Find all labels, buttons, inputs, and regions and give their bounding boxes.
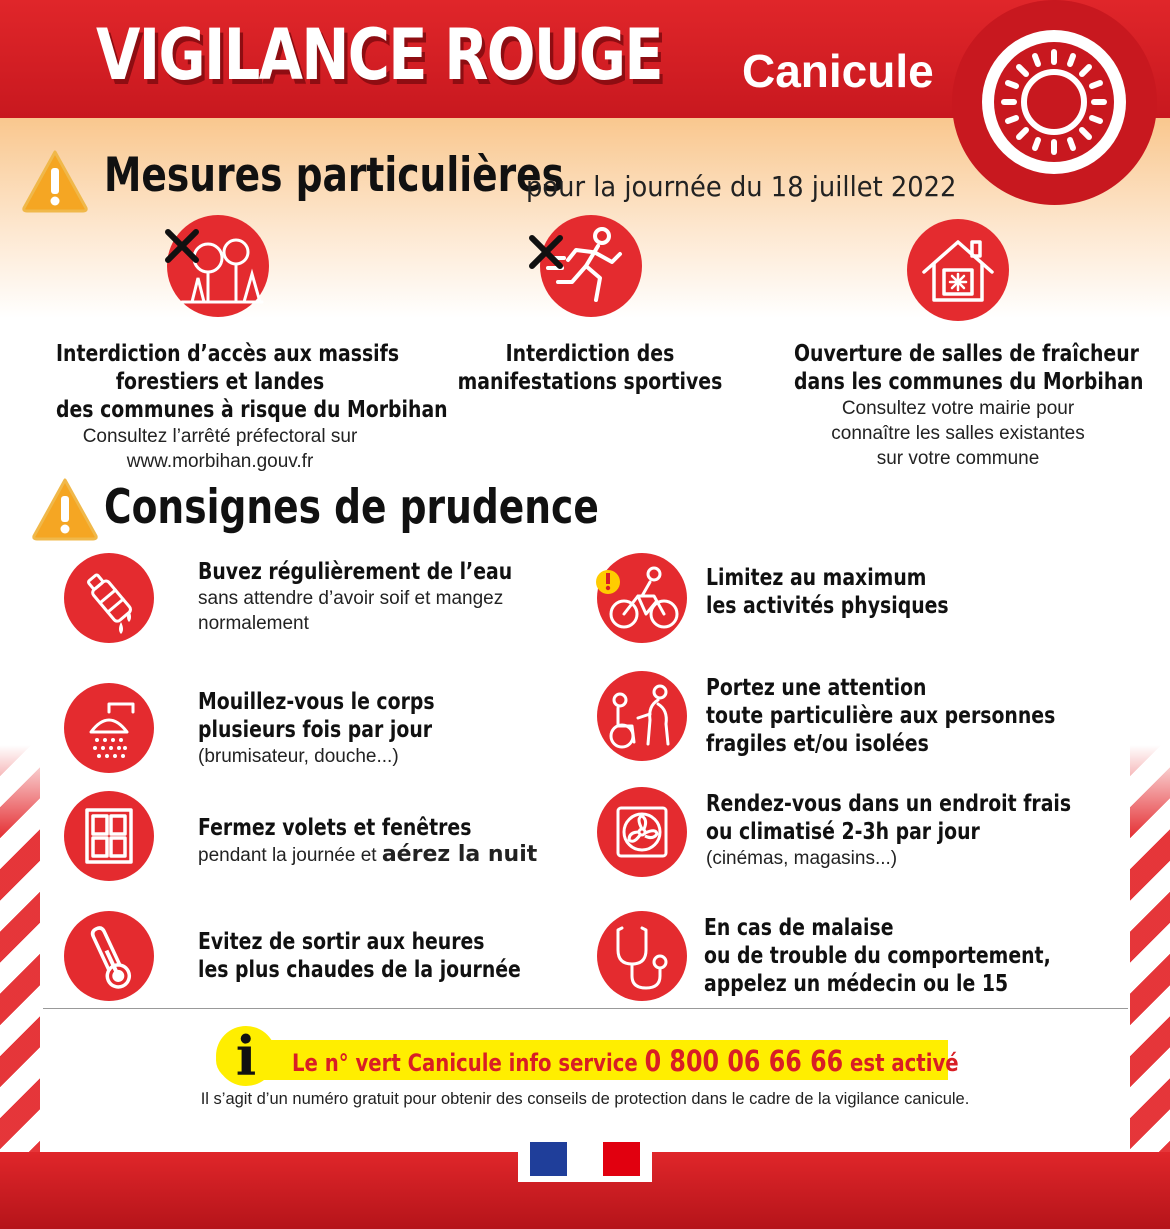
main-title: VIGILANCE ROUGE — [96, 14, 662, 96]
measure-sports — [390, 340, 790, 396]
air-conditioner-icon — [596, 786, 688, 878]
measure-forest-url[interactable]: www.morbihan.gouv.fr — [126, 451, 314, 472]
sun-icon — [952, 0, 1157, 205]
tip-limit-activity-line2: les activités physiques — [706, 593, 949, 619]
measure-cooling-note1: Consultez votre mairie pour — [841, 398, 1075, 419]
tip-cool-place-note: (cinémas, magasins...) — [706, 848, 898, 869]
forest-prohibited-icon — [162, 212, 272, 318]
window-icon — [63, 790, 155, 882]
cyclist-warning-icon — [594, 552, 688, 644]
flag-red — [603, 1142, 640, 1176]
info-glyph: i — [235, 1024, 257, 1088]
stethoscope-icon — [596, 910, 688, 1002]
info-prefix: Le n° vert Canicule info service — [292, 1049, 638, 1077]
tip-close-shutters-bold: aérez la nuit — [381, 842, 538, 867]
measure-cooling-rooms — [758, 340, 1158, 471]
info-hotline — [292, 1044, 959, 1078]
measure-forest-line3: des communes à risque du Morbihan — [56, 397, 448, 423]
tip-drink-water — [198, 558, 638, 636]
warning-icon — [20, 148, 90, 214]
tip-drink-water-note1: sans attendre d’avoir soif et mangez — [198, 588, 504, 609]
measure-forest-line1: Interdiction d’accès aux massifs — [56, 341, 400, 367]
tip-call-doctor-line1: En cas de malaise — [704, 915, 894, 941]
measure-sports-line2: manifestations sportives — [457, 369, 723, 395]
cool-house-icon — [906, 218, 1010, 322]
info-note: Il s’agit d’un numéro gratuit pour obtenir des conseils de protection dans le cadre de la vigilance canicule. — [200, 1090, 970, 1108]
divider — [43, 1008, 1128, 1009]
tip-drink-water-note2: normalement — [198, 613, 309, 634]
tip-cool-place — [706, 790, 1146, 871]
tip-avoid-hot-hours-line2: les plus chaudes de la journée — [198, 957, 521, 983]
measure-cooling-line1: Ouverture de salles de fraîcheur — [794, 341, 1139, 367]
tip-close-shutters-line2 — [198, 842, 638, 868]
warning-icon — [30, 476, 100, 542]
tip-vulnerable-line3: fragiles et/ou isolées — [706, 731, 929, 757]
tip-drink-water-title: Buvez régulièrement de l’eau — [198, 559, 513, 585]
tip-vulnerable-people — [706, 674, 1146, 758]
tip-cool-place-line2: ou climatisé 2-3h par jour — [706, 819, 980, 845]
tip-wet-body-line2: plusieurs fois par jour — [198, 717, 433, 743]
info-suffix: est activé — [850, 1049, 959, 1077]
sun-badge — [952, 0, 1157, 205]
tip-avoid-hot-hours — [198, 928, 638, 984]
tip-close-shutters — [198, 814, 638, 868]
measure-sports-line1: Interdiction des — [505, 341, 675, 367]
water-bottle-icon — [63, 552, 155, 644]
tip-avoid-hot-hours-line1: Evitez de sortir aux heures — [198, 929, 485, 955]
consignes-title: Consignes de prudence — [104, 480, 599, 535]
shower-icon — [63, 682, 155, 774]
thermometer-icon — [63, 910, 155, 1002]
tip-close-shutters-title: Fermez volets et fenêtres — [198, 815, 472, 841]
measure-cooling-line2: dans les communes du Morbihan — [794, 369, 1144, 395]
flag-blue — [530, 1142, 567, 1176]
canicule-label: Canicule — [742, 45, 934, 97]
mesures-subtitle: pour la journée du 18 juillet 2022 — [526, 170, 957, 203]
measure-cooling-note3: sur votre commune — [876, 448, 1040, 469]
measure-cooling-note2: connaître les salles existantes — [831, 423, 1085, 444]
measure-forest-line2: forestiers et landes — [115, 369, 325, 395]
mesures-title: Mesures particulières — [104, 148, 565, 203]
elderly-care-icon — [596, 670, 688, 762]
tip-call-doctor-line2: ou de trouble du comportement, — [704, 943, 1051, 969]
tip-vulnerable-line1: Portez une attention — [706, 675, 927, 701]
republique-francaise-logo — [518, 1136, 652, 1182]
stripe-fade-left — [0, 745, 40, 835]
flag-white — [567, 1142, 604, 1176]
tip-wet-body — [198, 688, 638, 769]
tip-limit-activity-line1: Limitez au maximum — [706, 565, 927, 591]
measure-forest — [20, 340, 448, 474]
tip-wet-body-note: (brumisateur, douche...) — [198, 746, 399, 767]
tip-cool-place-line1: Rendez-vous dans un endroit frais — [706, 791, 1072, 817]
tip-vulnerable-line2: toute particulière aux personnes — [706, 703, 1056, 729]
tip-limit-activity — [706, 564, 1146, 620]
measure-forest-note1: Consultez l’arrêté préfectoral sur — [82, 426, 358, 447]
tip-call-doctor-line3: appelez un médecin ou le 15 — [704, 971, 1009, 997]
sport-prohibited-icon — [528, 212, 644, 318]
tip-call-doctor — [704, 914, 1144, 998]
hotline-number[interactable]: 0 800 06 66 66 — [644, 1044, 844, 1078]
tip-wet-body-line1: Mouillez-vous le corps — [198, 689, 435, 715]
tip-close-shutters-normal: pendant la journée et — [198, 845, 377, 866]
